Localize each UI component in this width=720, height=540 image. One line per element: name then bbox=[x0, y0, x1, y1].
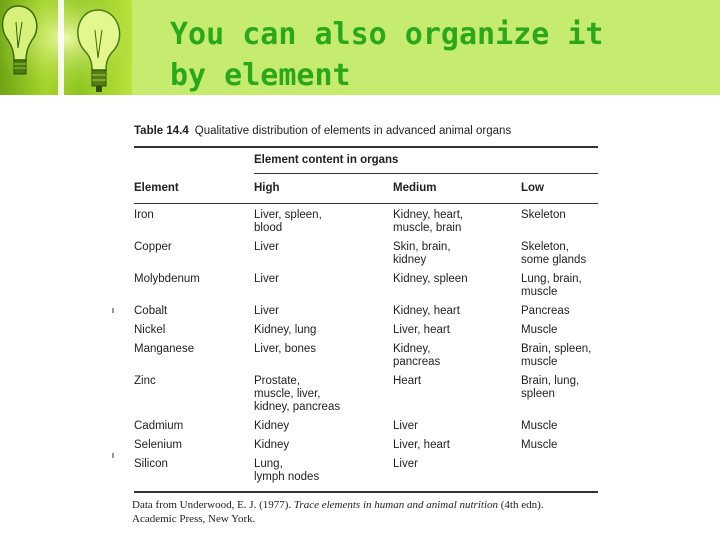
table-row-medium: Liver bbox=[393, 458, 418, 470]
source-publisher: Academic Press, New York. bbox=[132, 513, 256, 525]
lightbulb-image bbox=[0, 0, 132, 95]
table-row-element: Molybdenum bbox=[134, 273, 200, 285]
table-row-high: Liver, spleen, blood bbox=[254, 209, 322, 234]
table-row-element: Iron bbox=[134, 209, 154, 221]
slide-header bbox=[0, 0, 720, 95]
table-caption-text: Qualitative distribution of elements in advanced animal organs bbox=[194, 125, 512, 137]
table-row-high: Kidney bbox=[254, 420, 290, 432]
table-row-low: Brain, lung, spleen bbox=[521, 375, 580, 400]
scan-mark bbox=[112, 308, 114, 313]
table-row-low: Muscle bbox=[521, 439, 558, 451]
table-bottom-rule bbox=[134, 491, 598, 493]
title-line-1: You can also organize it bbox=[170, 17, 604, 52]
source-prefix: Data from Underwood, E. J. (1977). bbox=[132, 499, 292, 511]
table-row-medium: Kidney, heart, muscle, brain bbox=[393, 209, 464, 234]
group-header-rule bbox=[254, 173, 598, 174]
table-row-element: Cadmium bbox=[134, 420, 184, 432]
column-header-rule bbox=[134, 203, 598, 204]
table-row-low: Brain, spleen, muscle bbox=[521, 343, 592, 368]
source-note bbox=[132, 498, 612, 526]
table-row-medium: Kidney, heart bbox=[393, 305, 460, 317]
table-row-high: Lung, lymph nodes bbox=[254, 458, 320, 483]
table-row-low: Muscle bbox=[521, 420, 558, 432]
table-row-low: Skeleton bbox=[521, 209, 566, 221]
table-row-element: Cobalt bbox=[134, 305, 168, 317]
source-title: Trace elements in human and animal nutrition bbox=[293, 499, 499, 511]
table-row-medium: Liver bbox=[393, 420, 418, 432]
table-row-medium: Kidney, pancreas bbox=[393, 343, 441, 368]
table-row-element: Selenium bbox=[134, 439, 182, 451]
table-row-medium: Liver, heart bbox=[393, 439, 450, 451]
table-row-high: Liver bbox=[254, 305, 279, 317]
table-row-medium: Skin, brain, kidney bbox=[393, 241, 451, 266]
column-header-low: Low bbox=[521, 182, 544, 194]
table-row-medium: Kidney, spleen bbox=[393, 273, 468, 285]
table-row-high: Kidney bbox=[254, 439, 290, 451]
slide-title bbox=[170, 14, 700, 96]
table-row-medium: Heart bbox=[393, 375, 422, 387]
title-line-2: by element bbox=[170, 58, 351, 93]
table-row-high: Liver bbox=[254, 241, 279, 253]
table-row-high: Liver bbox=[254, 273, 279, 285]
table-row-low: Muscle bbox=[521, 324, 558, 336]
table-row-low: Pancreas bbox=[521, 305, 570, 317]
table-caption bbox=[134, 125, 604, 137]
table-row-high: Kidney, lung bbox=[254, 324, 317, 336]
scan-mark bbox=[112, 453, 114, 458]
table-row-high: Prostate, muscle, liver, kidney, pancreas bbox=[254, 375, 341, 413]
column-header-element: Element bbox=[134, 182, 179, 194]
table-row-high: Liver, bones bbox=[254, 343, 317, 355]
table-row-low: Lung, brain, muscle bbox=[521, 273, 582, 298]
lightbulb-icon bbox=[0, 0, 132, 95]
table-top-rule bbox=[134, 146, 598, 148]
table-row-element: Zinc bbox=[134, 375, 156, 387]
table-row-element: Copper bbox=[134, 241, 172, 253]
column-header-medium: Medium bbox=[393, 182, 437, 194]
table-row-element: Manganese bbox=[134, 343, 195, 355]
table-row-element: Nickel bbox=[134, 324, 166, 336]
column-header-high: High bbox=[254, 182, 280, 194]
table-row-element: Silicon bbox=[134, 458, 168, 470]
table-row-low: Skeleton, some glands bbox=[521, 241, 587, 266]
table-row-medium: Liver, heart bbox=[393, 324, 450, 336]
table-label: Table 14.4 bbox=[134, 125, 189, 137]
source-suffix: (4th edn). bbox=[500, 499, 544, 511]
group-header: Element content in organs bbox=[254, 154, 399, 166]
